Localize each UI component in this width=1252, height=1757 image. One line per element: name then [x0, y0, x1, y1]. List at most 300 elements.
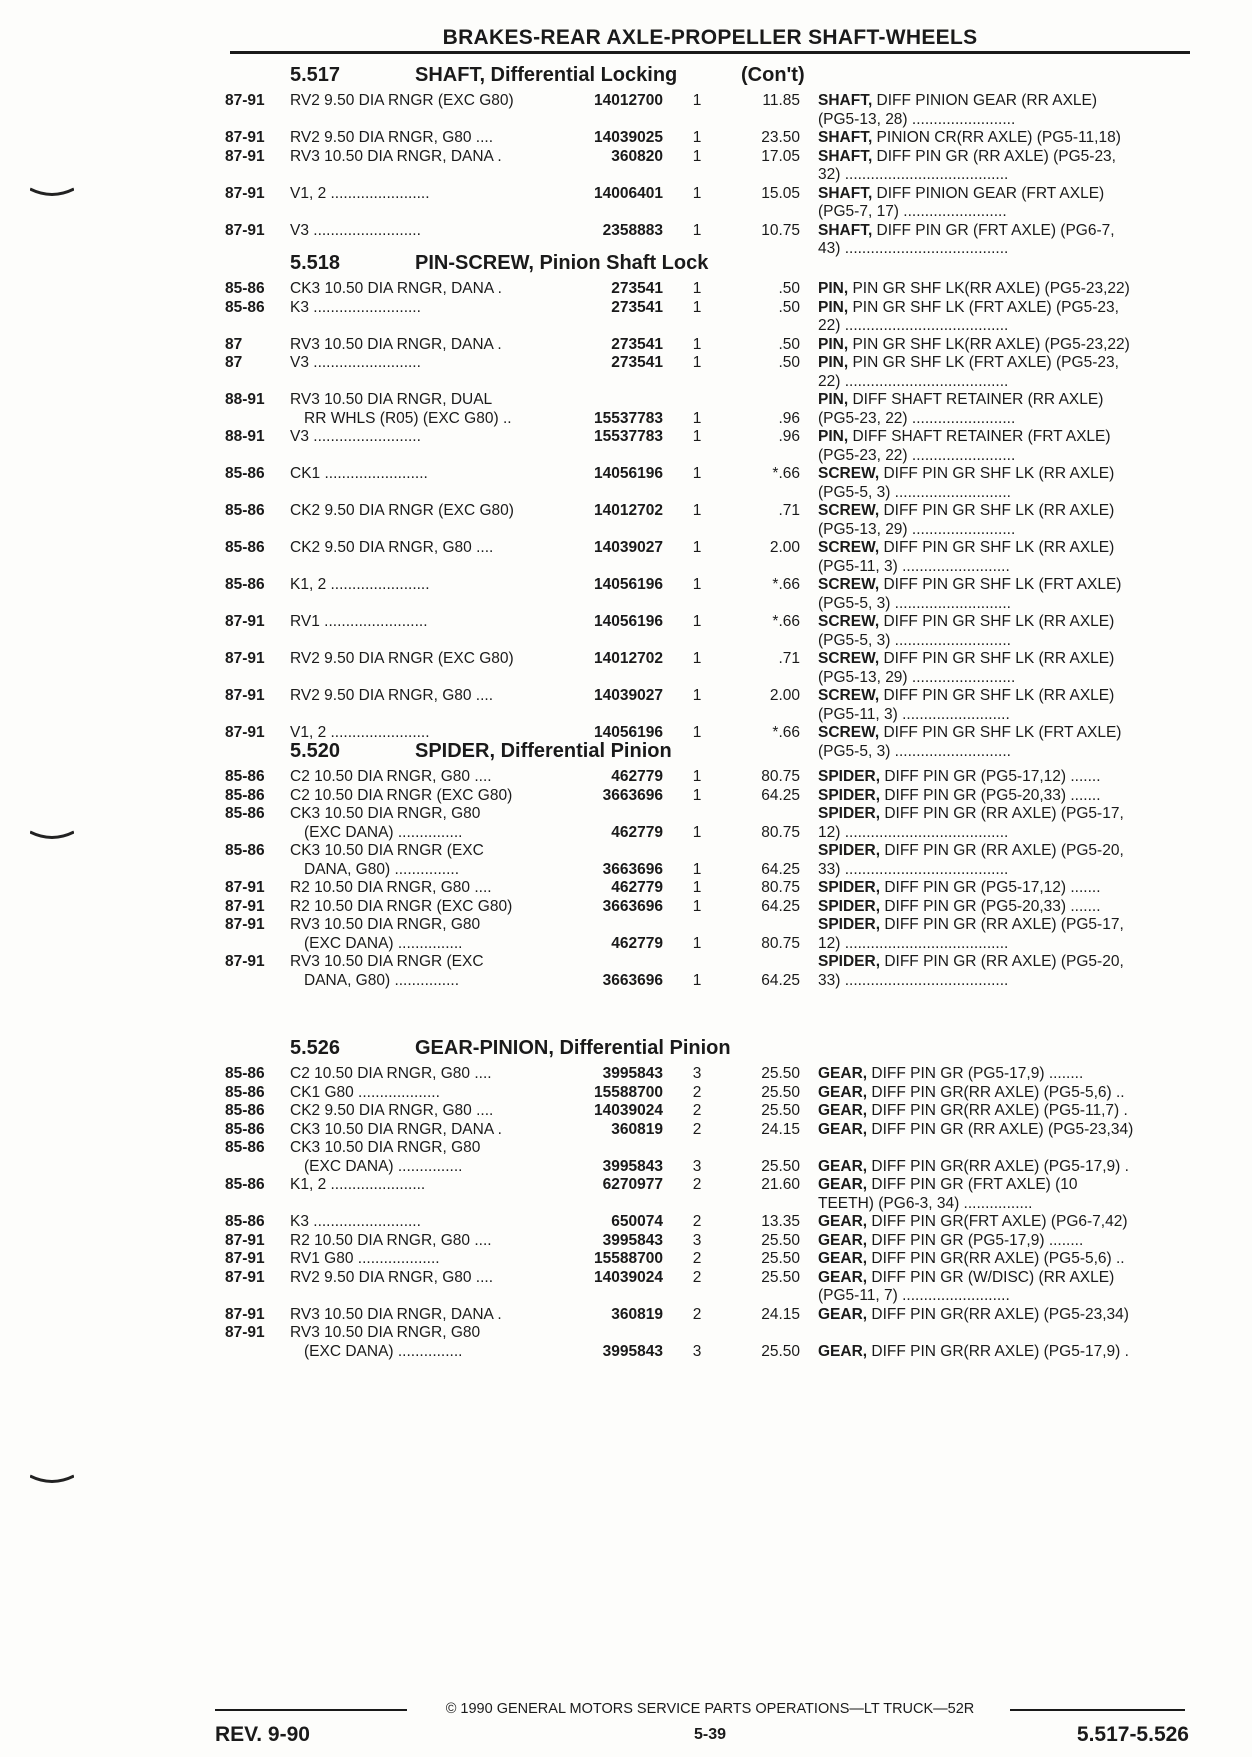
description-noun: SHAFT, [818, 92, 873, 109]
footer-page-number: 5-39 [693, 1726, 727, 1743]
part-number: 3995843 [602, 1231, 663, 1249]
model-years: 87-91 [225, 650, 265, 667]
application [290, 465, 553, 484]
application-line: CK1 G80 ................... [290, 1083, 440, 1101]
part-description [818, 1176, 1196, 1213]
part-description [818, 391, 1196, 428]
description-noun: GEAR, [818, 1250, 868, 1267]
description-line: SCREW, DIFF PIN GR SHF LK (FRT AXLE) [818, 724, 1122, 741]
part-description [818, 842, 1196, 879]
price: 2.00 [769, 687, 800, 704]
description-line: GEAR, DIFF PIN GR (FRT AXLE) (10 [818, 1176, 1078, 1193]
application-line: K1, 2 ...................... [290, 1176, 426, 1193]
description-line: PIN, DIFF SHAFT RETAINER (FRT AXLE) [818, 428, 1111, 445]
part-row [225, 1065, 1195, 1084]
application-line: (EXC DANA) ............... [304, 934, 463, 952]
parts-section [225, 1035, 1195, 1361]
application-line: CK3 10.50 DIA RNGR, G80 [290, 805, 481, 822]
model-years: 87-91 [225, 184, 265, 202]
application [290, 787, 553, 806]
part-row [225, 787, 1195, 806]
quantity: 1 [692, 971, 702, 989]
description-line: SPIDER, DIFF PIN GR (RR AXLE) (PG5-20, [818, 953, 1124, 970]
section-title: SPIDER, Differential Pinion [415, 740, 672, 762]
application [290, 1139, 553, 1176]
part-description [818, 1250, 1196, 1269]
application-line: RV3 10.50 DIA RNGR (EXC [290, 953, 484, 970]
application-line: V3 ......................... [290, 221, 421, 239]
quantity: 1 [692, 613, 702, 630]
description-line: GEAR, DIFF PIN GR (W/DISC) (RR AXLE) [818, 1268, 1115, 1286]
quantity: 1 [692, 465, 702, 482]
description-noun: SPIDER, [818, 879, 881, 896]
quantity: 1 [692, 823, 702, 841]
application [290, 354, 553, 373]
description-noun: SHAFT, [818, 221, 873, 239]
part-number: 3663696 [602, 897, 663, 915]
application-line: RV1 G80 ................... [290, 1250, 440, 1267]
description-line: (PG5-5, 3) ........................... [818, 742, 1011, 760]
description-line: SPIDER, DIFF PIN GR (PG5-20,33) ....... [818, 786, 1101, 804]
model-years: 87-91 [225, 221, 265, 239]
quantity: 1 [692, 897, 702, 915]
description-line: SPIDER, DIFF PIN GR (RR AXLE) (PG5-17, [818, 805, 1124, 822]
part-number: 14039027 [594, 687, 663, 704]
application-line: RV3 10.50 DIA RNGR, DANA . [290, 1305, 502, 1323]
part-description [818, 1065, 1196, 1084]
description-noun: GEAR, [818, 1102, 868, 1119]
section-header [225, 250, 1195, 280]
description-noun: PIN, [818, 428, 849, 445]
application [290, 1306, 553, 1325]
description-line: SCREW, DIFF PIN GR SHF LK (RR AXLE) [818, 650, 1115, 667]
part-number: 3663696 [602, 860, 663, 878]
application-line: RV2 9.50 DIA RNGR (EXC G80) [290, 650, 514, 667]
part-description [818, 805, 1196, 842]
part-row [225, 576, 1195, 613]
application-line: RV3 10.50 DIA RNGR, G80 [290, 916, 481, 933]
part-description [818, 148, 1196, 185]
application-line: CK3 10.50 DIA RNGR, G80 [290, 1139, 481, 1156]
model-years: 85-86 [225, 1102, 265, 1119]
part-description [818, 687, 1196, 724]
model-years: 85-86 [225, 539, 265, 556]
application [290, 1232, 553, 1251]
application-line: RV2 9.50 DIA RNGR (EXC G80) [290, 92, 514, 109]
part-description [818, 280, 1196, 299]
description-noun: SCREW, [818, 687, 880, 704]
part-number: 360819 [611, 1120, 663, 1138]
description-line: 43) ...................................... [818, 240, 1009, 257]
quantity: 1 [692, 298, 702, 316]
application [290, 1250, 553, 1269]
part-number: 14039024 [594, 1268, 663, 1286]
binder-hole-mark [30, 1472, 74, 1484]
price: .50 [778, 335, 800, 353]
price: 25.50 [761, 1157, 800, 1175]
description-line: (PG5-11, 3) ......................... [818, 557, 1010, 575]
section-header [225, 1035, 1195, 1065]
application-line: CK2 9.50 DIA RNGR, G80 .... [290, 1102, 494, 1119]
application-line: DANA, G80) ............... [304, 860, 460, 878]
price: 21.60 [761, 1176, 800, 1193]
description-line: GEAR, DIFF PIN GR (PG5-17,9) ........ [818, 1065, 1084, 1082]
footer-rule-right [1010, 1709, 1185, 1711]
part-row [225, 805, 1195, 842]
price: .50 [778, 354, 800, 371]
model-years: 87-91 [225, 879, 265, 896]
description-line: (PG5-11, 3) ......................... [818, 705, 1010, 723]
part-row [225, 916, 1195, 953]
quantity: 3 [692, 1342, 702, 1360]
part-description [818, 428, 1196, 465]
description-line: (PG5-13, 29) ........................ [818, 520, 1016, 538]
application [290, 428, 553, 447]
quantity: 1 [692, 576, 702, 593]
application [290, 768, 553, 787]
part-row [225, 391, 1195, 428]
description-spacer [818, 1139, 1196, 1158]
part-description [818, 1102, 1196, 1121]
footer-revision: REV. 9-90 [215, 1723, 310, 1746]
section-header [225, 62, 1195, 92]
quantity: 1 [692, 879, 702, 896]
section-title: SHAFT, Differential Locking [415, 64, 678, 86]
price: 25.50 [761, 1231, 800, 1249]
application [290, 1213, 553, 1232]
description-noun: SCREW, [818, 724, 880, 741]
section-number: 5.517 [290, 64, 341, 86]
part-row [225, 92, 1195, 129]
application [290, 222, 553, 241]
part-description [818, 1084, 1196, 1103]
part-row [225, 465, 1195, 502]
quantity: 1 [692, 539, 702, 556]
description-noun: SCREW, [818, 613, 880, 630]
application [290, 842, 553, 879]
model-years: 87 [225, 335, 243, 353]
price: 64.25 [761, 897, 800, 915]
part-description [818, 354, 1196, 391]
part-number: 14039024 [594, 1102, 663, 1119]
description-noun: SCREW, [818, 465, 880, 482]
application-line: RV1 ........................ [290, 613, 428, 630]
description-noun: SCREW, [818, 539, 880, 556]
quantity: 1 [692, 687, 702, 704]
part-description [818, 898, 1196, 917]
part-description [818, 185, 1196, 222]
part-number: 360819 [611, 1305, 663, 1323]
part-description [818, 1232, 1196, 1251]
description-line: SPIDER, DIFF PIN GR (PG5-17,12) ....... [818, 879, 1101, 896]
part-number: 3663696 [602, 971, 663, 989]
model-years: 85-86 [225, 1213, 265, 1230]
application [290, 148, 553, 167]
binder-hole-mark [30, 828, 74, 840]
part-row [225, 1176, 1195, 1213]
part-row [225, 280, 1195, 299]
price: *.66 [772, 465, 800, 482]
application [290, 1102, 553, 1121]
part-number: 15588700 [594, 1250, 663, 1267]
model-years: 87-91 [225, 687, 265, 704]
quantity: 2 [692, 1102, 702, 1119]
quantity: 1 [692, 354, 702, 371]
description-line: SCREW, DIFF PIN GR SHF LK (FRT AXLE) [818, 576, 1122, 593]
description-noun: GEAR, [818, 1305, 868, 1323]
application [290, 805, 553, 842]
application [290, 336, 553, 355]
application-line: R2 10.50 DIA RNGR, G80 .... [290, 1231, 492, 1249]
part-number: 360820 [611, 147, 663, 165]
part-number: 650074 [611, 1213, 663, 1230]
quantity: 1 [692, 280, 702, 297]
model-years: 87-91 [225, 129, 265, 146]
model-years: 87-91 [225, 916, 265, 933]
description-noun: SPIDER, [818, 805, 881, 822]
model-years: 85-86 [225, 1120, 265, 1138]
part-description [818, 1213, 1196, 1232]
quantity: 1 [692, 768, 702, 785]
part-description [818, 576, 1196, 613]
application [290, 1121, 553, 1140]
section-title: GEAR-PINION, Differential Pinion [415, 1037, 731, 1059]
part-row [225, 148, 1195, 185]
quantity: 1 [692, 502, 702, 519]
parts-section [225, 62, 1195, 259]
part-number: 462779 [611, 879, 663, 896]
description-noun: SPIDER, [818, 897, 881, 915]
description-line: (PG5-5, 3) ........................... [818, 631, 1011, 649]
description-line: SCREW, DIFF PIN GR SHF LK (RR AXLE) [818, 613, 1115, 630]
section-title: PIN-SCREW, Pinion Shaft Lock [415, 252, 709, 274]
application-line: K3 ......................... [290, 298, 421, 316]
description-line: SCREW, DIFF PIN GR SHF LK (RR AXLE) [818, 465, 1115, 482]
application-line: DANA, G80) ............... [304, 971, 460, 989]
part-number: 15588700 [594, 1083, 663, 1101]
model-years: 85-86 [225, 1139, 265, 1156]
part-row [225, 650, 1195, 687]
quantity: 2 [692, 1250, 702, 1267]
price: 15.05 [761, 184, 800, 202]
binder-hole-mark [30, 185, 74, 197]
application [290, 1324, 553, 1361]
description-noun: GEAR, [818, 1342, 868, 1360]
description-line: SCREW, DIFF PIN GR SHF LK (RR AXLE) [818, 539, 1115, 556]
description-line: SHAFT, DIFF PINION GEAR (FRT AXLE) [818, 184, 1105, 202]
part-description [818, 129, 1196, 148]
description-line: 33) ...................................... [818, 860, 1009, 878]
part-description [818, 916, 1196, 953]
application-line: RV3 10.50 DIA RNGR, DANA . [290, 335, 502, 353]
description-noun: GEAR, [818, 1213, 868, 1230]
application [290, 299, 553, 318]
description-line: (PG5-5, 3) ........................... [818, 594, 1011, 612]
application-line: RV3 10.50 DIA RNGR, DUAL [290, 391, 493, 408]
application-line: RV2 9.50 DIA RNGR, G80 .... [290, 1268, 494, 1286]
application [290, 92, 553, 111]
model-years: 87-91 [225, 897, 265, 915]
part-description [818, 539, 1196, 576]
part-number: 14012702 [594, 650, 663, 667]
part-row [225, 687, 1195, 724]
application-line: (EXC DANA) ............... [304, 1342, 463, 1360]
description-line: GEAR, DIFF PIN GR(RR AXLE) (PG5-17,9) . [818, 1157, 1129, 1175]
quantity: 2 [692, 1213, 702, 1230]
model-years: 85-86 [225, 502, 265, 519]
part-row [225, 1084, 1195, 1103]
description-line: GEAR, DIFF PIN GR(RR AXLE) (PG5-23,34) [818, 1305, 1129, 1323]
description-noun: PIN, [818, 354, 849, 371]
price: 80.75 [761, 768, 800, 785]
price: .71 [778, 650, 800, 667]
description-line: SCREW, DIFF PIN GR SHF LK (RR AXLE) [818, 502, 1115, 519]
quantity: 1 [692, 786, 702, 804]
description-noun: PIN, [818, 391, 849, 408]
description-line: SPIDER, DIFF PIN GR (RR AXLE) (PG5-20, [818, 842, 1124, 859]
description-line: SHAFT, DIFF PINION GEAR (RR AXLE) [818, 92, 1098, 109]
section-number: 5.526 [290, 1037, 341, 1059]
quantity: 2 [692, 1120, 702, 1138]
application-line: V1, 2 ....................... [290, 184, 430, 202]
description-line: PIN, PIN GR SHF LK(RR AXLE) (PG5-23,22) [818, 335, 1130, 353]
description-line: 22) ...................................... [818, 317, 1009, 334]
description-noun: SHAFT, [818, 129, 873, 146]
application [290, 1084, 553, 1103]
footer-section-range: 5.517-5.526 [1076, 1723, 1189, 1746]
description-line: PIN, PIN GR SHF LK (FRT AXLE) (PG5-23, [818, 354, 1119, 371]
description-line: SCREW, DIFF PIN GR SHF LK (RR AXLE) [818, 687, 1115, 704]
description-line: 12) ...................................... [818, 934, 1009, 952]
price: 13.35 [761, 1213, 800, 1230]
description-line: GEAR, DIFF PIN GR(RR AXLE) (PG5-5,6) .. [818, 1083, 1125, 1101]
part-row [225, 879, 1195, 898]
section-number: 5.520 [290, 740, 341, 762]
quantity: 1 [692, 860, 702, 878]
price: 25.50 [761, 1102, 800, 1119]
footer-copyright: © 1990 GENERAL MOTORS SERVICE PARTS OPERATIONS—LT TRUCK—52R [445, 1701, 975, 1717]
quantity: 3 [692, 1231, 702, 1249]
description-noun: GEAR, [818, 1083, 868, 1101]
price: 64.25 [761, 971, 800, 989]
part-description [818, 787, 1196, 806]
description-line: GEAR, DIFF PIN GR(RR AXLE) (PG5-11,7) . [818, 1102, 1128, 1119]
application [290, 391, 553, 428]
model-years: 87-91 [225, 1324, 265, 1341]
part-number: 273541 [611, 354, 663, 371]
description-noun: GEAR, [818, 1120, 868, 1138]
application-line: CK3 10.50 DIA RNGR, DANA . [290, 280, 502, 297]
quantity: 1 [692, 409, 702, 427]
model-years: 87-91 [225, 1305, 265, 1323]
part-number: 14056196 [594, 465, 663, 482]
description-line: (PG5-5, 3) ........................... [818, 483, 1011, 501]
price: 25.50 [761, 1342, 800, 1360]
part-row [225, 953, 1195, 990]
quantity: 1 [692, 335, 702, 353]
application-line: CK2 9.50 DIA RNGR (EXC G80) [290, 502, 514, 519]
part-number: 273541 [611, 298, 663, 316]
application [290, 280, 553, 299]
part-number: 15537783 [594, 428, 663, 445]
description-noun: SPIDER, [818, 786, 881, 804]
description-noun: SCREW, [818, 502, 880, 519]
part-row [225, 842, 1195, 879]
description-noun: SPIDER, [818, 953, 881, 970]
part-row [225, 1139, 1195, 1176]
part-row [225, 1324, 1195, 1361]
part-row [225, 336, 1195, 355]
part-row [225, 1232, 1195, 1251]
part-row [225, 1306, 1195, 1325]
description-line: PIN, PIN GR SHF LK(RR AXLE) (PG5-23,22) [818, 280, 1130, 297]
application [290, 576, 553, 595]
description-line: GEAR, DIFF PIN GR (PG5-17,9) ........ [818, 1231, 1084, 1249]
application [290, 1269, 553, 1288]
part-row [225, 1213, 1195, 1232]
description-noun: SHAFT, [818, 184, 873, 202]
part-row [225, 354, 1195, 391]
price: *.66 [772, 613, 800, 630]
price: 23.50 [761, 129, 800, 146]
model-years: 85-86 [225, 1065, 265, 1082]
quantity: 1 [692, 184, 702, 202]
description-noun: SCREW, [818, 650, 880, 667]
part-number: 14039027 [594, 539, 663, 556]
model-years: 88-91 [225, 428, 265, 445]
part-row [225, 185, 1195, 222]
price: 2.00 [769, 539, 800, 556]
application [290, 687, 553, 706]
description-line: 12) ...................................... [818, 823, 1009, 841]
quantity: 1 [692, 428, 702, 445]
description-line: (PG5-7, 17) ........................ [818, 203, 1007, 220]
price: 17.05 [761, 147, 800, 165]
description-line: SHAFT, DIFF PIN GR (FRT AXLE) (PG6-7, [818, 221, 1115, 239]
part-row [225, 539, 1195, 576]
price: .71 [778, 502, 800, 519]
application-line: C2 10.50 DIA RNGR, G80 .... [290, 768, 492, 785]
part-description [818, 465, 1196, 502]
application [290, 1176, 553, 1195]
quantity: 1 [692, 934, 702, 952]
model-years: 88-91 [225, 391, 265, 408]
description-line: 22) ...................................... [818, 372, 1009, 390]
price: 80.75 [761, 934, 800, 952]
description-noun: GEAR, [818, 1268, 868, 1286]
application-line: CK1 ........................ [290, 465, 428, 482]
application-line: RV2 9.50 DIA RNGR, G80 .... [290, 129, 494, 146]
description-noun: SPIDER, [818, 842, 881, 859]
part-number: 14039025 [594, 129, 663, 146]
model-years: 85-86 [225, 576, 265, 593]
description-noun: PIN, [818, 335, 849, 353]
application [290, 502, 553, 521]
parts-section [225, 250, 1195, 761]
part-description [818, 1324, 1196, 1361]
part-number: 3995843 [602, 1065, 663, 1082]
description-line: (PG5-23, 22) ........................ [818, 446, 1016, 464]
part-number: 14012700 [594, 92, 663, 109]
application-line: (EXC DANA) ............... [304, 1157, 463, 1175]
quantity: 2 [692, 1268, 702, 1286]
description-line: 32) ...................................... [818, 166, 1009, 183]
application-line: RR WHLS (R05) (EXC G80) .. [304, 409, 512, 427]
parts-section [225, 738, 1195, 990]
part-description [818, 768, 1196, 787]
description-line: PIN, DIFF SHAFT RETAINER (RR AXLE) [818, 391, 1104, 408]
price: 25.50 [761, 1268, 800, 1286]
